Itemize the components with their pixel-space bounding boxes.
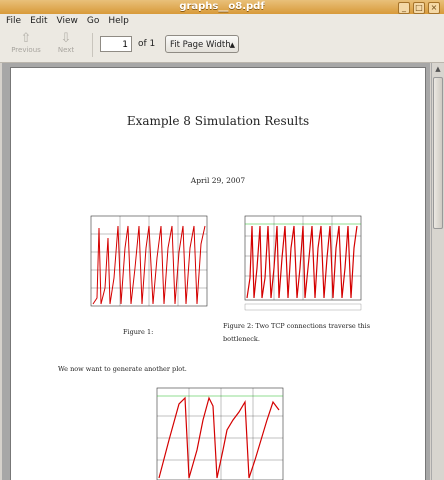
figure-2-caption-line1: Figure 2: Two TCP connections traverse this <box>223 322 371 330</box>
document-title: Example 8 Simulation Results <box>126 114 310 128</box>
zoom-select-value: Fit Page Width <box>170 40 231 50</box>
previous-button[interactable] <box>6 32 46 60</box>
page-number-input[interactable]: 1 <box>100 36 132 52</box>
minimize-icon[interactable]: _ <box>398 2 410 14</box>
menu-view[interactable]: View <box>56 16 78 26</box>
figure-2-caption-line2: bottleneck. <box>223 335 260 343</box>
arrow-up-icon: ⇧ <box>20 31 32 46</box>
toolbar <box>0 28 444 63</box>
page-count-label: of 1 <box>138 39 156 49</box>
close-icon[interactable]: × <box>428 2 440 14</box>
menu-bar <box>0 14 444 28</box>
figure-1-plot <box>73 208 213 318</box>
document-viewport[interactable] <box>2 63 430 480</box>
next-label: Next <box>57 46 75 54</box>
menu-go[interactable]: Go <box>86 16 100 26</box>
document-date: April 29, 2007 <box>190 176 246 185</box>
vertical-scrollbar[interactable] <box>431 63 444 480</box>
menu-edit[interactable]: Edit <box>30 16 48 26</box>
figure-2-plot <box>227 208 367 318</box>
arrow-down-icon: ⇩ <box>60 31 72 46</box>
window-title: graphs__o8.pdf <box>179 1 265 12</box>
previous-label: Previous <box>11 46 41 54</box>
toolbar-separator <box>92 33 93 57</box>
figure-3-plot <box>139 380 289 480</box>
body-paragraph: We now want to generate another plot. <box>58 365 187 373</box>
maximize-icon[interactable]: □ <box>413 2 425 14</box>
menu-file[interactable]: File <box>6 16 22 26</box>
scrollbar-thumb[interactable] <box>433 77 443 229</box>
next-button[interactable] <box>46 32 86 60</box>
scroll-up-icon[interactable]: ▲ <box>435 65 441 73</box>
zoom-select[interactable] <box>165 35 239 53</box>
chevron-updown-icon: ▲ <box>229 41 235 49</box>
title-bar <box>0 0 444 15</box>
menu-help[interactable]: Help <box>108 16 129 26</box>
pdf-page <box>10 67 426 480</box>
figure-1-caption: Figure 1: <box>123 328 154 336</box>
